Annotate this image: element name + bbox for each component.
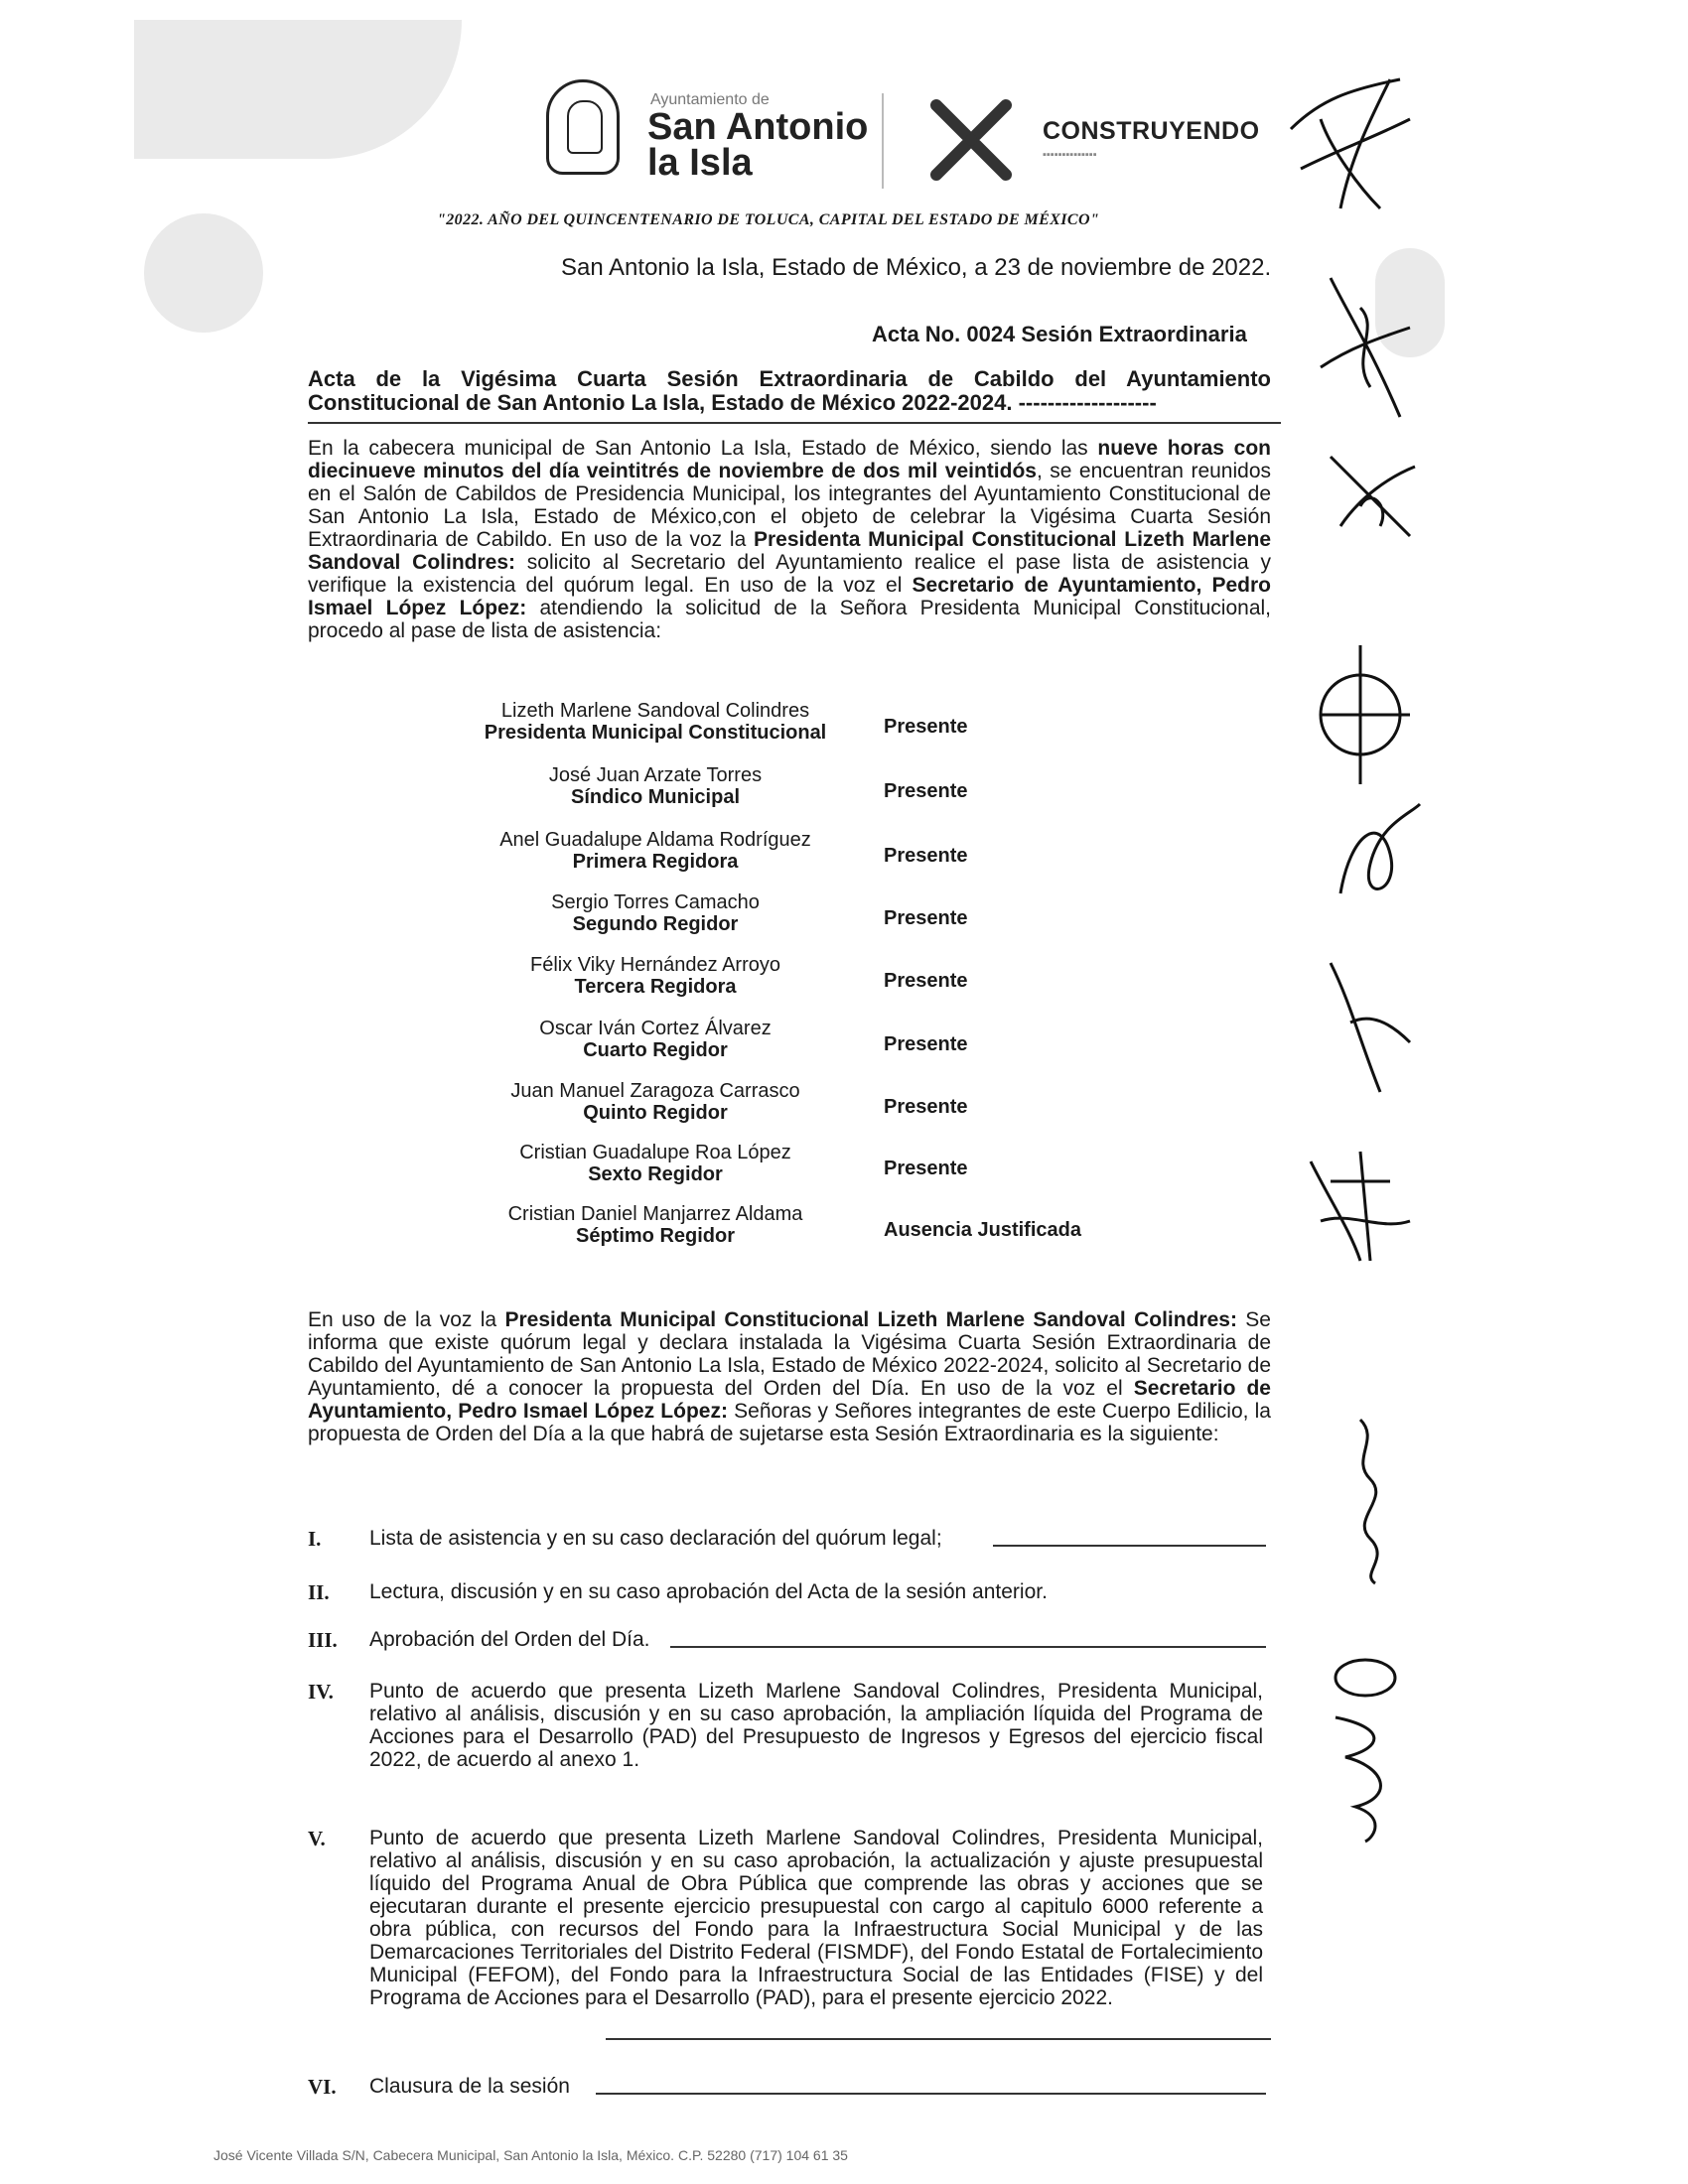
member-role: Segundo Regidor [572,913,739,935]
member-role: Quinto Regidor [583,1102,728,1124]
signature [1321,437,1420,556]
member-status: Presente [884,907,968,929]
construyendo-logo-icon [928,97,1014,183]
member-name: José Juan Arzate Torres [548,764,763,786]
member-role: Presidenta Municipal Constitucional [484,722,827,744]
attendance-entry [437,1018,1152,1077]
municipality-name: San Antonio la Isla [647,106,869,184]
member-name: Lizeth Marlene Sandoval Colindres [500,700,810,722]
signature [1301,635,1420,794]
member-name: Cristian Guadalupe Roa López [519,1142,791,1163]
header-divider [882,93,884,189]
attendance-entry [437,891,1152,951]
agenda-item: Punto de acuerdo que presenta Lizeth Marlene Sandoval Colindres, Presidenta Municipal, relativo al análisis, discusión y en su caso aprobación, la actualización y ajuste presupuestal líquido del Programa Anual de Obra Pública que comprende las obras y acciones que se ejecutaran durante el presente ejercicio presupuestal con cargo al capitulo 6000 referente a obra pública, con recursos del Fondo para la Infraestructura Social Municipal y de las Demarcaciones Territoriales del Distrito Federal (FISMDF), del Fondo Estatal de Fortalecimiento Municipal (FEFOM), del Fondo para la Infraestructura Social de las Entidades (FISE) y del Programa de Acciones para el Desarrollo (PAD), para el presente ejercicio 2022. [369,1827,1263,2009]
member-role: Sexto Regidor [588,1163,723,1185]
member-status: Presente [884,845,968,867]
signature [1281,60,1420,218]
member-status: Presente [884,1033,968,1055]
quorum-paragraph: En uso de la voz la Presidenta Municipal Constitucional Lizeth Marlene Sandoval Colindres: Se informa que existe quórum legal y declara instalada la Vigésima Cuarta Sesión Extraordinaria de Cabildo del Ayuntamiento de San Antonio La Isla, Estado de México 2022-2024, solicito al Secretario de Ayuntamiento, dé a conocer la propuesta del Orden del Día. En uso de la voz el Secretario de Ayuntamiento, Pedro Ismael López López: Señoras y Señores integrantes de este Cuerpo Edilicio, la propuesta de Orden del Día a la que habrá de sujetarse esta Sesión Extraordinaria es la siguiente: [308,1308,1271,1445]
letterhead [536,69,1281,218]
member-status: Presente [884,1096,968,1118]
member-name: Juan Manuel Zaragoza Carrasco [510,1080,800,1102]
attendance-entry [437,1142,1152,1201]
attendance-entry [437,764,1152,824]
agenda-item: Lista de asistencia y en su caso declaración del quórum legal; [369,1527,942,1550]
attendance-entry [437,954,1152,1014]
agenda-number: IV. [308,1680,334,1704]
separator-line [308,422,1281,424]
municipality-prefix: Ayuntamiento de [650,91,770,108]
agenda-number: III. [308,1628,338,1652]
member-status: Presente [884,970,968,992]
agenda-number: I. [308,1527,322,1551]
signature [1311,268,1420,427]
municipal-seal-icon [546,79,620,175]
agenda-number: II. [308,1580,330,1604]
attendance-entry [437,829,1152,888]
footer-address: José Vicente Villada S/N, Cabecera Municipal, San Antonio la Isla, México. C.P. 52280 (717) 104 61 35 [213,2147,848,2163]
place-date: San Antonio la Isla, Estado de México, a 23 de noviembre de 2022. [561,254,1272,281]
fill-line [670,1646,1266,1648]
signature [1331,1410,1410,1588]
agenda-item: Lectura, discusión y en su caso aprobación del Acta de la sesión anterior. [369,1580,1048,1603]
brand-name: CONSTRUYENDO [1043,117,1260,145]
fill-line [606,2038,1271,2040]
member-name: Cristian Daniel Manjarrez Aldama [507,1203,803,1225]
agenda-item: Clausura de la sesión [369,2075,570,2098]
acta-title: Acta de la Vigésima Cuarta Sesión Extraordinaria de Cabildo del Ayuntamiento Constitucional de San Antonio La Isla, Estado de México 2022-2024. ------------------- [308,366,1271,415]
member-status: Presente [884,716,968,738]
signature [1321,953,1420,1102]
agenda-number: VI. [308,2075,337,2099]
signature [1316,1648,1415,1846]
agenda-item: Aprobación del Orden del Día. [369,1628,650,1651]
member-role: Cuarto Regidor [583,1039,728,1061]
attendance-entry [437,1080,1152,1140]
member-name: Sergio Torres Camacho [551,891,760,913]
member-name: Anel Guadalupe Aldama Rodríguez [499,829,811,851]
member-status: Presente [884,1158,968,1179]
member-name: Oscar Iván Cortez Álvarez [539,1018,772,1039]
agenda-item: Punto de acuerdo que presenta Lizeth Marlene Sandoval Colindres, Presidenta Municipal, relativo al análisis, discusión y en su caso aprobación, la ampliación líquida del Programa de Acciones para el Desarrollo (PAD) del Presupuesto de Ingresos y Egresos del ejercicio fiscal 2022, de acuerdo al anexo 1. [369,1680,1263,1771]
acta-number: Acta No. 0024 Sesión Extraordinaria [872,322,1247,346]
decorative-shape [134,20,462,159]
member-status: Presente [884,780,968,802]
fill-line [993,1545,1266,1547]
intro-paragraph: En la cabecera municipal de San Antonio La Isla, Estado de México, siendo las nueve horas con diecinueve minutos del día veintitrés de noviembre de dos mil veintidós, se encuentran reunidos en el Salón de Cabildos de Presidencia Municipal, los integrantes del Ayuntamiento Constitucional de San Antonio La Isla, Estado de México,con el objeto de celebrar la Vigésima Cuarta Sesión Extraordinaria de Cabildo. En uso de la voz la Presidenta Municipal Constitucional Lizeth Marlene Sandoval Colindres: solicito al Secretario del Ayuntamiento realice el pase lista de asistencia y verifique la existencia del quórum legal. En uso de la voz el Secretario de Ayuntamiento, Pedro Ismael López López: atendiendo la solicitud de la Señora Presidenta Municipal Constitucional, procedo al pase de lista de asistencia: [308,437,1272,642]
fill-line [596,2093,1266,2095]
signature [1291,1142,1420,1271]
member-role: Síndico Municipal [570,786,740,808]
member-name: Félix Viky Hernández Arroyo [530,954,780,976]
decorative-shape [144,213,263,333]
attendance-entry [437,700,1152,759]
member-role: Primera Regidora [572,851,739,873]
member-role: Tercera Regidora [574,976,737,998]
member-role: Séptimo Regidor [575,1225,735,1247]
brand-tagline-mark: ▪▪▪▪▪▪▪▪▪▪▪▪▪▪ [1043,149,1097,161]
attendance-entry [437,1203,1152,1263]
agenda-number: V. [308,1827,326,1850]
signature [1321,794,1430,913]
member-status: Ausencia Justificada [884,1219,1081,1241]
year-motto: "2022. AÑO DEL QUINCENTENARIO DE TOLUCA, CAPITAL DEL ESTADO DE MÉXICO" [437,211,1100,228]
